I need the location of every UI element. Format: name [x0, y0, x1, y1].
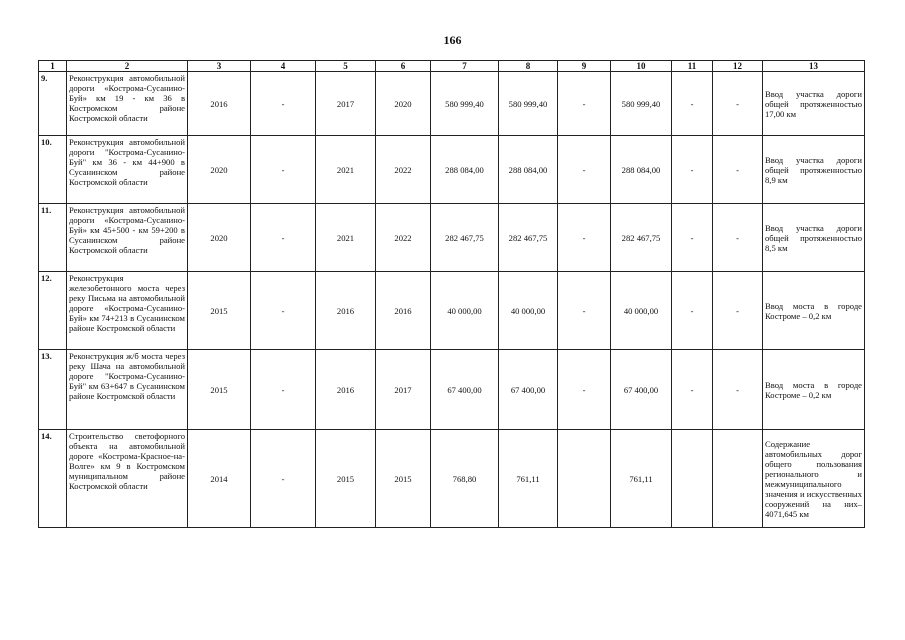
row-description: Реконструкция автомобильной дороги «Кострома-Сусанино-Буй» км 45+500 - км 59+200 в Сусанинском районе Костромской области [67, 204, 188, 272]
table-row [39, 272, 865, 350]
table-cell: - [672, 350, 713, 430]
table-cell: 2020 [188, 204, 251, 272]
row-result: Ввод участка дороги общей протяженностью 8,5 км [763, 204, 865, 272]
table-cell: - [251, 136, 316, 204]
table-cell [672, 430, 713, 528]
table-cell: - [672, 136, 713, 204]
column-number-row [39, 61, 865, 72]
table-cell: 282 467,75 [611, 204, 672, 272]
column-header: 11 [672, 61, 713, 72]
table-cell: - [251, 272, 316, 350]
column-header: 4 [251, 61, 316, 72]
row-number: 12. [39, 272, 67, 350]
table-cell: 580 999,40 [431, 72, 499, 136]
table-cell: 67 400,00 [499, 350, 558, 430]
table-cell [558, 430, 611, 528]
row-description: Реконструкция автомобильной дороги «Кострома-Сусанино-Буй» км 19 - км 36 в Костромском районе Костромской области [67, 72, 188, 136]
table-row [39, 72, 865, 136]
table-cell: - [251, 72, 316, 136]
row-result: Содержание автомобильных дорог общего пользования регионального и межмуниципального значения и искусственных сооружений на них– 4071,645 км [763, 430, 865, 528]
table-cell: 2022 [376, 204, 431, 272]
table-cell: 2020 [376, 72, 431, 136]
table-cell: - [558, 350, 611, 430]
table-cell: 282 467,75 [499, 204, 558, 272]
column-header: 1 [39, 61, 67, 72]
table-cell [713, 430, 763, 528]
row-number: 13. [39, 350, 67, 430]
column-header: 9 [558, 61, 611, 72]
column-header: 3 [188, 61, 251, 72]
table-cell: 288 084,00 [431, 136, 499, 204]
column-header: 6 [376, 61, 431, 72]
table-cell: 40 000,00 [499, 272, 558, 350]
table-cell: - [558, 272, 611, 350]
table-cell: 2016 [188, 72, 251, 136]
row-result: Ввод моста в городе Костроме – 0,2 км [763, 272, 865, 350]
table-cell: - [251, 350, 316, 430]
column-header: 7 [431, 61, 499, 72]
column-header: 8 [499, 61, 558, 72]
column-header: 13 [763, 61, 865, 72]
table-cell: 2016 [376, 272, 431, 350]
table-cell: - [558, 204, 611, 272]
table-row [39, 430, 865, 528]
column-header: 2 [67, 61, 188, 72]
row-number: 9. [39, 72, 67, 136]
row-result: Ввод участка дороги общей протяженностью 8,9 км [763, 136, 865, 204]
table-cell: 2014 [188, 430, 251, 528]
table-cell: 2015 [188, 350, 251, 430]
table-cell: - [713, 204, 763, 272]
row-result: Ввод моста в городе Костроме – 0,2 км [763, 350, 865, 430]
row-description: Реконструкция ж/б моста через реку Шача на автомобильной дороге "Кострома-Сусанино-Буй" км 63+647 в Сусанинском районе Костромской области [67, 350, 188, 430]
table-cell: - [713, 136, 763, 204]
table-cell: - [713, 272, 763, 350]
page-number: 166 [443, 33, 462, 47]
table-cell: - [251, 430, 316, 528]
table-cell: 2020 [188, 136, 251, 204]
table-cell: 2016 [316, 272, 376, 350]
table-cell: 2017 [316, 72, 376, 136]
table-cell: - [713, 350, 763, 430]
table-cell: 2015 [188, 272, 251, 350]
table-cell: - [672, 272, 713, 350]
table-cell: 580 999,40 [611, 72, 672, 136]
row-result: Ввод участка дороги общей протяженностью 17,00 км [763, 72, 865, 136]
table-row [39, 136, 865, 204]
table-cell: 67 400,00 [611, 350, 672, 430]
table-cell: 67 400,00 [431, 350, 499, 430]
row-description: Реконструкция автомобильной дороги "Кострома-Сусанино-Буй" км 36 - км 44+900 в Сусанинском районе Костромской области [67, 136, 188, 204]
table-cell: 288 084,00 [499, 136, 558, 204]
table-cell: 2015 [316, 430, 376, 528]
table-cell: - [558, 136, 611, 204]
table-cell: 761,11 [611, 430, 672, 528]
row-number: 10. [39, 136, 67, 204]
row-number: 11. [39, 204, 67, 272]
column-header: 12 [713, 61, 763, 72]
table-cell: 282 467,75 [431, 204, 499, 272]
table-cell: 768,80 [431, 430, 499, 528]
table-cell: 2021 [316, 136, 376, 204]
table-cell: 2015 [376, 430, 431, 528]
row-number: 14. [39, 430, 67, 528]
row-description: Реконструкция железобетонного моста через реку Письма на автомобильной дороге «Кострома-Сусанино-Буй» км 74+213 в Сусанинском районе Костромской области [67, 272, 188, 350]
table-cell: 40 000,00 [431, 272, 499, 350]
table-cell: - [672, 204, 713, 272]
table-row [39, 204, 865, 272]
table-cell: 2021 [316, 204, 376, 272]
table-cell: 761,11 [499, 430, 558, 528]
column-header: 10 [611, 61, 672, 72]
table-cell: 2022 [376, 136, 431, 204]
investment-table [38, 60, 865, 528]
table-cell: 2017 [376, 350, 431, 430]
table-cell: 40 000,00 [611, 272, 672, 350]
table-cell: - [558, 72, 611, 136]
table-row [39, 350, 865, 430]
column-header: 5 [316, 61, 376, 72]
table-cell: - [251, 204, 316, 272]
table-cell: - [672, 72, 713, 136]
table-cell: 2016 [316, 350, 376, 430]
row-description: Строительство светофорного объекта на автомобильной дороге «Кострома-Красное-на-Волге» км 9 в Костромском муниципальном районе Костромской области [67, 430, 188, 528]
table-cell: - [713, 72, 763, 136]
table-cell: 288 084,00 [611, 136, 672, 204]
table-cell: 580 999,40 [499, 72, 558, 136]
